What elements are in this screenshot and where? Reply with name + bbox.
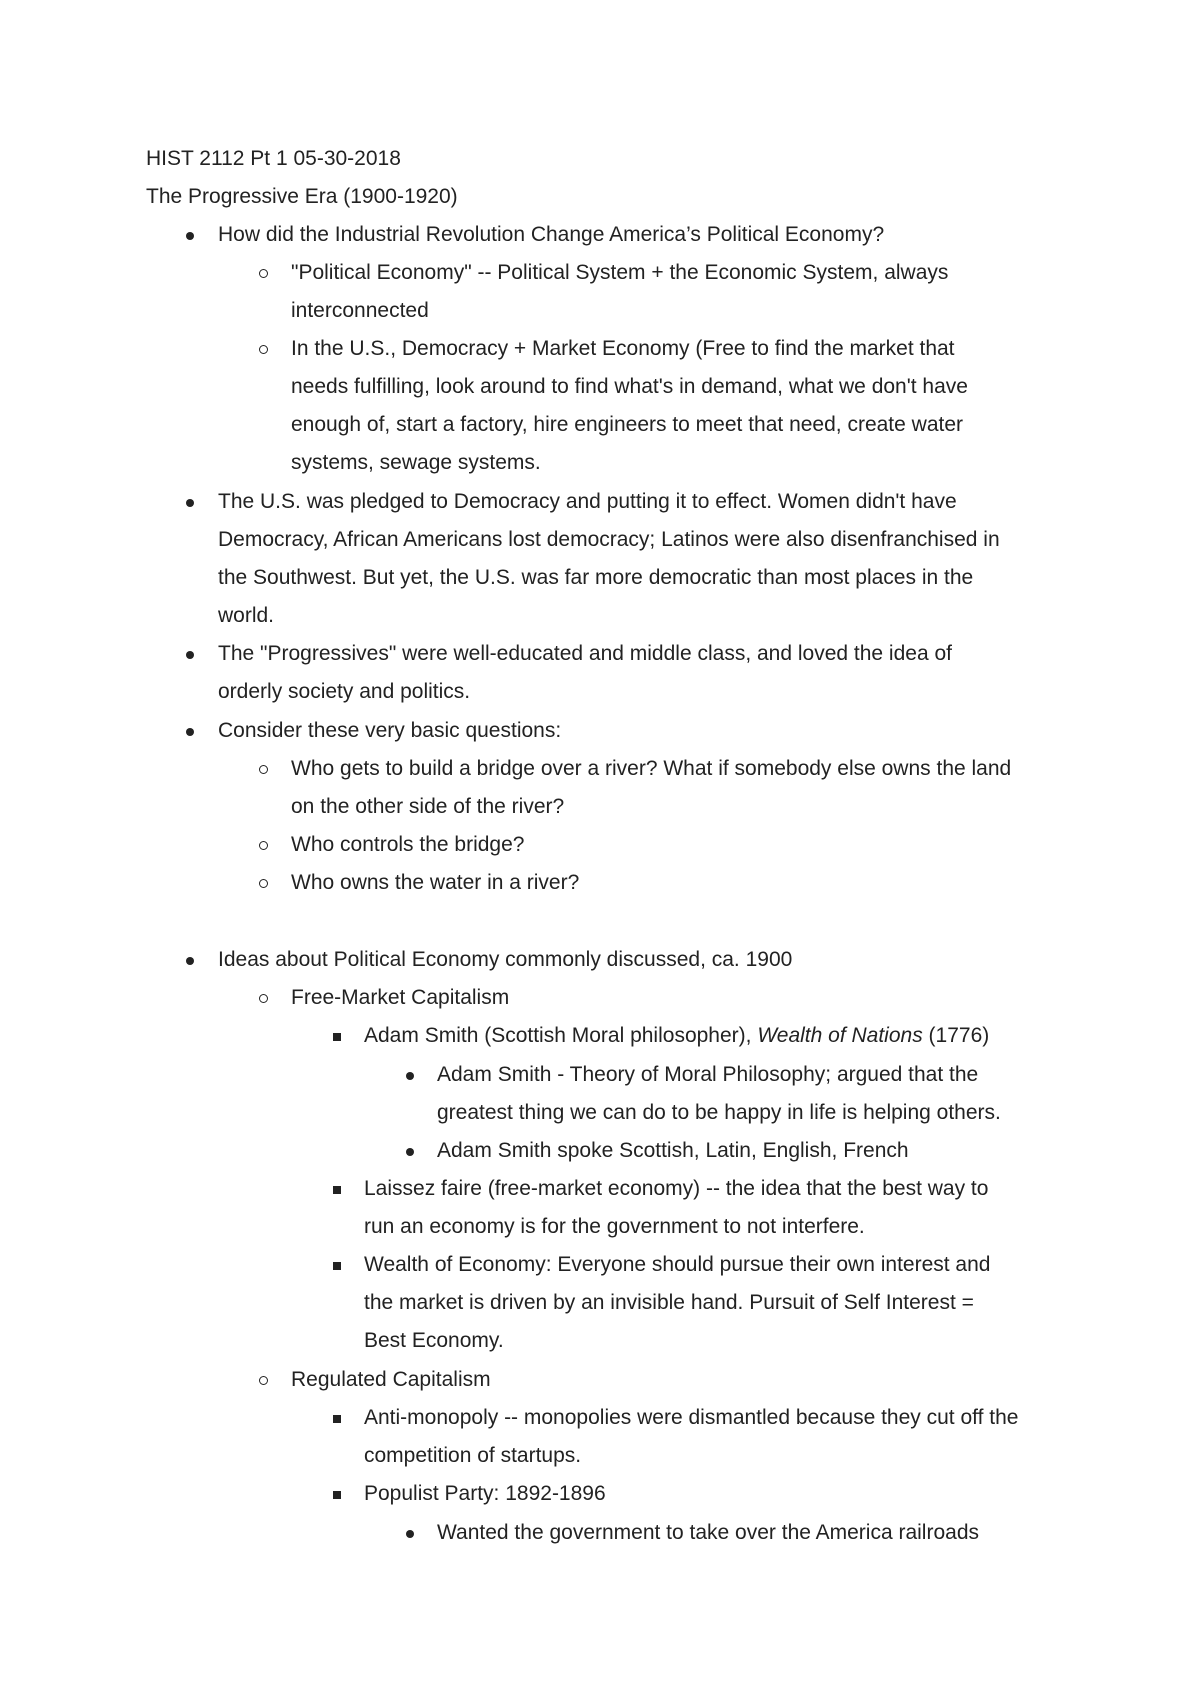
list-item: Wanted the government to take over the America railroads [437, 1521, 980, 1544]
list-item-continuation: orderly society and politics. [218, 680, 471, 703]
list-item-continuation: greatest thing we can do to be happy in life is helping others. [437, 1101, 1001, 1124]
list-item: Populist Party: 1892-1896 [364, 1482, 606, 1505]
list-item: Ideas about Political Economy commonly discussed, ca. 1900 [218, 948, 793, 971]
bullet-dot-icon [400, 1056, 420, 1094]
list-item: Free-Market Capitalism [291, 986, 510, 1009]
list-item: How did the Industrial Revolution Change America’s Political Economy? [218, 223, 885, 246]
bullet-dot-icon [180, 216, 200, 254]
smith-year: (1776) [922, 1024, 990, 1047]
list-item-continuation: run an economy is for the government to not interfere. [364, 1215, 865, 1238]
list-item: Laissez faire (free-market economy) -- the idea that the best way to [364, 1177, 989, 1200]
bullet-dot-icon [400, 1132, 420, 1170]
bullet-dot-icon [180, 635, 200, 673]
list-item: In the U.S., Democracy + Market Economy (Free to find the market that [291, 337, 955, 360]
bullet-circle-icon [254, 254, 274, 292]
list-item-continuation: interconnected [291, 299, 429, 322]
bullet-circle-icon [254, 826, 274, 864]
list-item-continuation: Democracy, African Americans lost democracy; Latinos were also disenfranchised in [218, 528, 1000, 551]
bullet-circle-icon [254, 330, 274, 368]
list-item [364, 1017, 989, 1055]
bullet-circle-icon [254, 750, 274, 788]
bullet-square-icon [327, 1399, 347, 1437]
list-item: Consider these very basic questions: [218, 719, 562, 742]
list-item-continuation: competition of startups. [364, 1444, 582, 1467]
list-item: The "Progressives" were well-educated and middle class, and loved the idea of [218, 642, 952, 665]
smith-text: Adam Smith (Scottish Moral philosopher), [364, 1024, 758, 1047]
bullet-dot-icon [180, 712, 200, 750]
list-item: Anti-monopoly -- monopolies were dismantled because they cut off the [364, 1406, 1019, 1429]
bullet-square-icon [327, 1017, 347, 1055]
list-item: Who controls the bridge? [291, 833, 525, 856]
list-item-continuation: the market is driven by an invisible hand. Pursuit of Self Interest = [364, 1291, 974, 1314]
list-item-continuation: systems, sewage systems. [291, 451, 541, 474]
list-item: The U.S. was pledged to Democracy and putting it to effect. Women didn't have [218, 490, 957, 513]
doc-title: HIST 2112 Pt 1 05-30-2018 [146, 147, 401, 170]
list-item: Who gets to build a bridge over a river? What if somebody else owns the land [291, 757, 1012, 780]
list-item-continuation: needs fulfilling, look around to find what's in demand, what we don't have [291, 375, 968, 398]
bullet-square-icon [327, 1246, 347, 1284]
list-item-continuation: world. [218, 604, 275, 627]
list-item: Adam Smith - Theory of Moral Philosophy; argued that the [437, 1063, 979, 1086]
list-item: "Political Economy" -- Political System + the Economic System, always [291, 261, 949, 284]
list-item: Wealth of Economy: Everyone should pursue their own interest and [364, 1253, 991, 1276]
bullet-dot-icon [180, 483, 200, 521]
list-item-continuation: on the other side of the river? [291, 795, 565, 818]
book-title: Wealth of Nations [757, 1024, 923, 1047]
list-item-continuation: enough of, start a factory, hire engineers to meet that need, create water [291, 413, 963, 436]
bullet-circle-icon [254, 864, 274, 902]
list-item-continuation: the Southwest. But yet, the U.S. was far more democratic than most places in the [218, 566, 974, 589]
bullet-square-icon [327, 1170, 347, 1208]
bullet-dot-icon [400, 1514, 420, 1552]
bullet-dot-icon [180, 941, 200, 979]
list-item: Adam Smith spoke Scottish, Latin, English, French [437, 1139, 909, 1162]
list-item: Who owns the water in a river? [291, 871, 580, 894]
list-item: Regulated Capitalism [291, 1368, 491, 1391]
bullet-circle-icon [254, 1361, 274, 1399]
doc-subtitle: The Progressive Era (1900-1920) [146, 185, 458, 208]
bullet-circle-icon [254, 979, 274, 1017]
bullet-square-icon [327, 1475, 347, 1513]
list-item-continuation: Best Economy. [364, 1329, 504, 1352]
